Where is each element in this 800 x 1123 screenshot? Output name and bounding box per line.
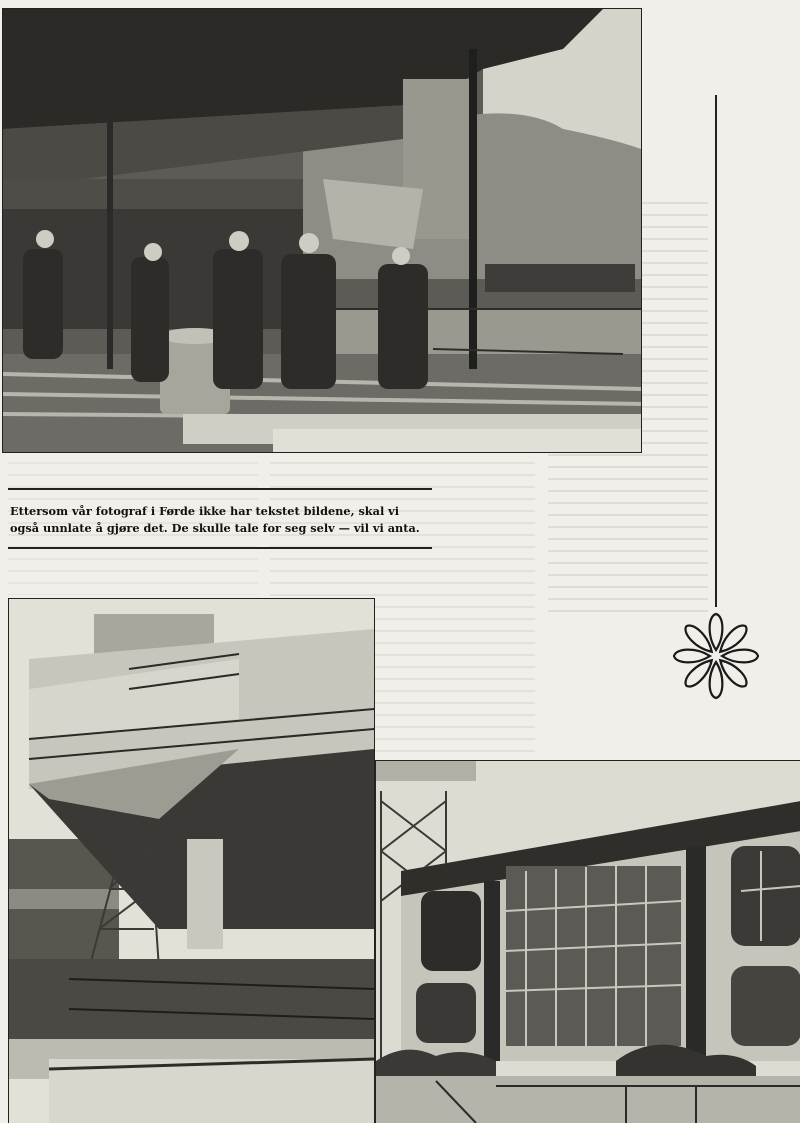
caption-line-1: Ettersom vår fotograf i Førde ikke har tekstet bildene, skal vi — [10, 504, 400, 518]
caption-rule-bottom — [8, 547, 432, 549]
photo-platform-module — [8, 598, 375, 1123]
flower-ornament-icon — [670, 610, 762, 702]
vertical-rule — [715, 95, 717, 607]
photo-caption — [10, 503, 432, 537]
photo-steel-frame-structure — [375, 760, 800, 1123]
caption-rule-top — [8, 488, 432, 490]
photo-shipyard-workers — [2, 8, 642, 453]
caption-line-2: også unnlate å gjøre det. De skulle tale for seg selv — vil vi anta. — [10, 521, 420, 535]
